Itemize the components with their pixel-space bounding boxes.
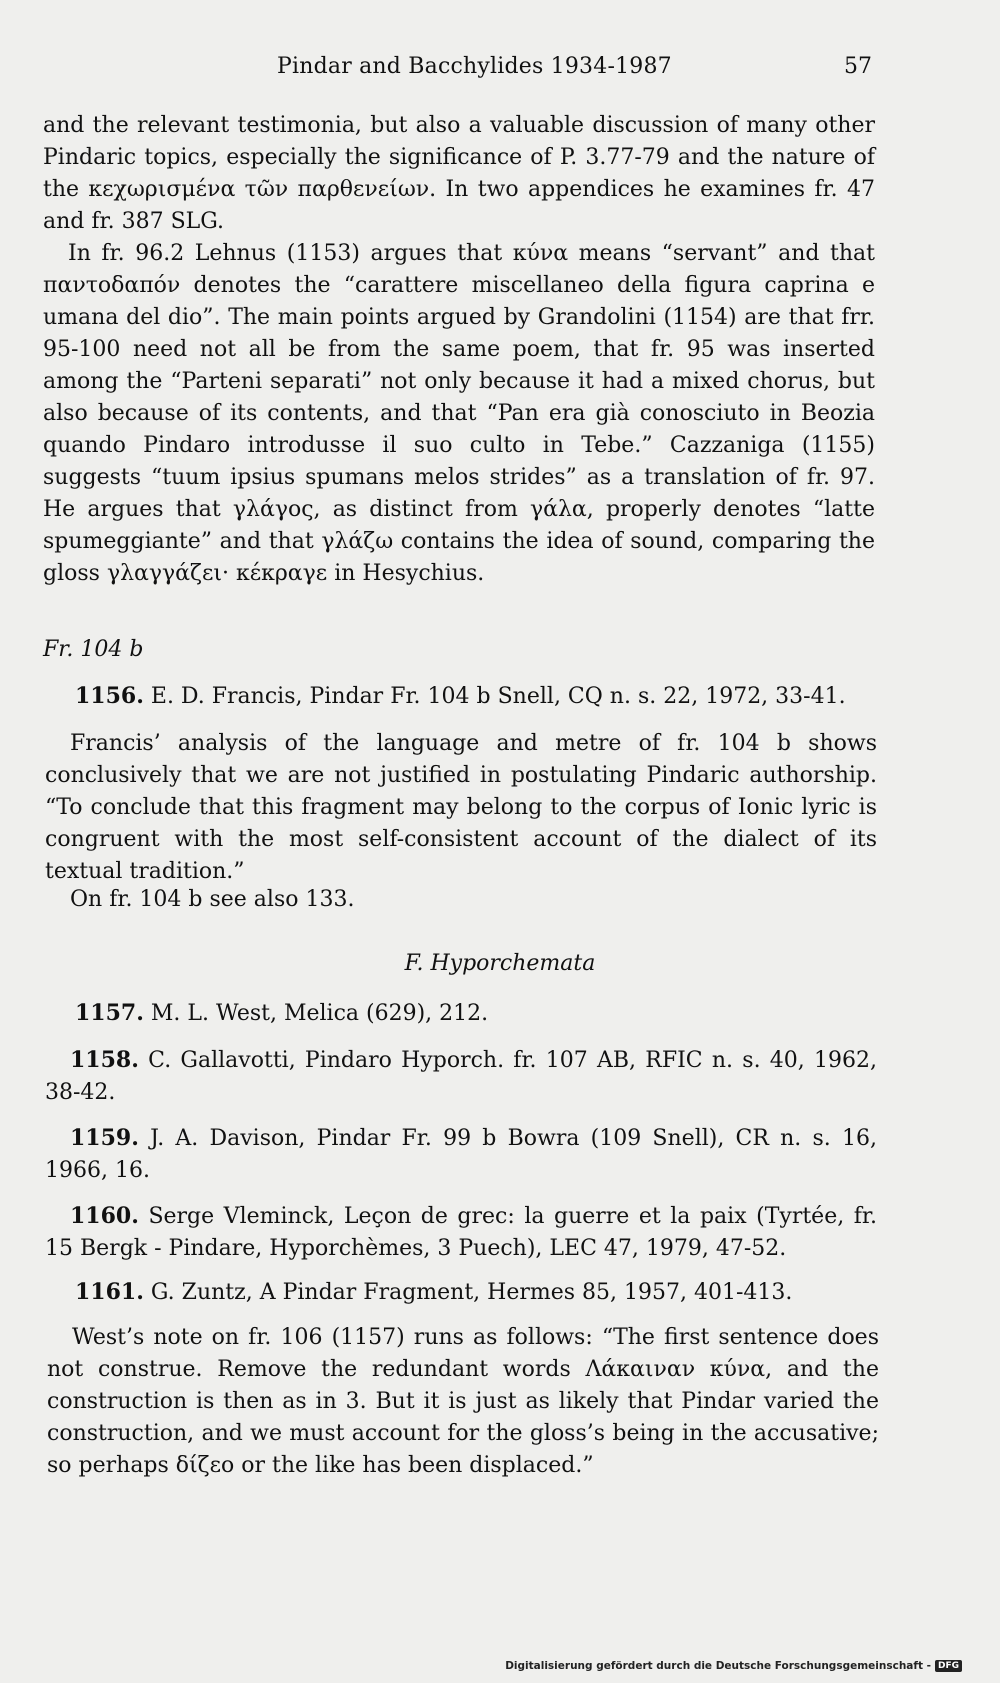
entry-number: 1156. — [75, 683, 144, 709]
entry-number: 1161. — [75, 1279, 144, 1305]
bibliography-entry-1157 — [75, 997, 488, 1030]
entry-text: M. L. West, Melica (629), 212. — [150, 1001, 489, 1026]
entry-number: 1158. — [70, 1047, 139, 1073]
entry-number: 1159. — [70, 1125, 139, 1151]
bibliography-entry-1160 — [45, 1200, 877, 1265]
entry-text: C. Gallavotti, Pindaro Hyporch. fr. 107 AB, RFIC n. s. 40, 1962, 38-42. — [45, 1048, 878, 1105]
section-heading-fr104b: Fr. 104 b — [43, 637, 144, 662]
entry-text: J. A. Davison, Pindar Fr. 99 b Bowra (109 Snell), CR n. s. 16, 1966, 16. — [45, 1126, 877, 1183]
entry-number: 1160. — [70, 1203, 139, 1229]
page-number: 57 — [844, 54, 872, 79]
paragraph-5: West’s note on fr. 106 (1157) runs as follows: “The first sentence does not construe. Remove the redundant words Λάκαιναν κύνα, and the construction is then as in 3. But it is just as likely that Pindar varied the construction, and we must account for the gloss’s being in the accusative; so perhaps δίζεο or the like has been displaced.” — [47, 1325, 879, 1478]
entry-text: E. D. Francis, Pindar Fr. 104 b Snell, CQ n. s. 22, 1972, 33-41. — [150, 684, 846, 709]
entry-text: G. Zuntz, A Pindar Fragment, Hermes 85, 1957, 401-413. — [150, 1280, 793, 1305]
footer-text: Digitalisierung gefördert durch die Deutsche Forschungsgemeinschaft - — [505, 1660, 931, 1672]
paragraph-1: and the relevant testimonia, but also a valuable discussion of many other Pindaric topics, especially the significance of P. 3.77-79 and the nature of the κεχωρισμένα τῶν παρθενείων. In two appendices he examines fr. 47 and fr. 387 SLG. — [43, 113, 875, 234]
bibliography-entry-1161 — [75, 1276, 792, 1309]
bibliography-entry-1156 — [75, 680, 846, 713]
entry-text: Serge Vleminck, Leçon de grec: la guerre et la paix (Tyrtée, fr. 15 Bergk - Pindare, Hyporchèmes, 3 Puech), LEC 47, 1979, 47-52. — [45, 1204, 877, 1261]
paragraph-2: In fr. 96.2 Lehnus (1153) argues that κύνα means “servant” and that παντοδαπόν denotes the “carattere miscellaneo della figura caprina e umana del dio”. The main points argued by Grandolini (1154) are that frr. 95-100 need not all be from the same poem, that fr. 95 was inserted among the “Parteni separati” not only because it had a mixed chorus, but also because of its contents, and that “Pan era già conosciuto in Beozia quando Pindaro introdusse il suo culto in Tebe.” Cazzaniga (1155) suggests “tuum ipsius spumans melos strides” as a translation of fr. 97. He argues that γλάγος, as distinct from γάλα, properly denotes “latte spumeggiante” and that γλάζω contains the idea of sound, comparing the gloss γλαγγάζει· κέκραγε in Hesychius. — [43, 241, 875, 586]
bibliography-entry-1158 — [45, 1044, 877, 1109]
paragraph-3: Francis’ analysis of the language and metre of fr. 104 b shows conclusively that we are not justified in postulating Pindaric authorship. “To conclude that this fragment may belong to the corpus of Ionic lyric is congruent with the most self-consistent account of the dialect of its textual tradition.” — [45, 731, 877, 884]
section-heading-hyporchemata: F. Hyporchemata — [404, 951, 596, 976]
paragraph-4: On fr. 104 b see also 133. — [70, 887, 355, 912]
digitization-footer — [505, 1660, 962, 1672]
entry-number: 1157. — [75, 1000, 144, 1026]
dfg-logo: DFG — [935, 1660, 962, 1672]
running-title: Pindar and Bacchylides 1934-1987 — [277, 54, 672, 79]
bibliography-entry-1159 — [45, 1122, 877, 1187]
